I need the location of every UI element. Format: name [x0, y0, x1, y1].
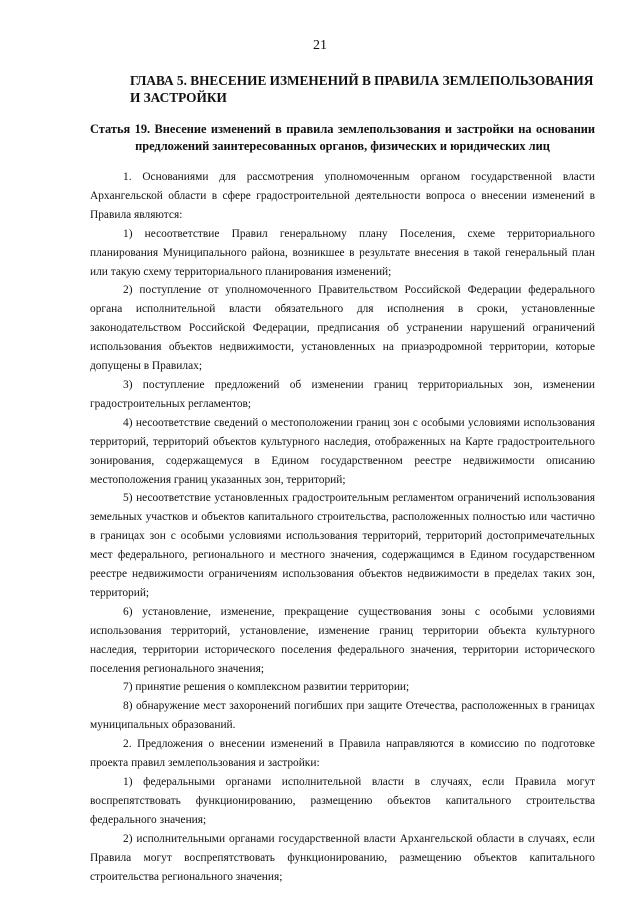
paragraph: 2) исполнительными органами государственной власти Архангельской области в случаях, если Правила могут воспрепятствовать функционированию, размещению объектов капитального строительства регионального значения; [90, 832, 595, 883]
paragraph: 3) поступление предложений об изменении границ территориальных зон, изменении градостроительных регламентов; [90, 378, 595, 410]
paragraph: 6) установление, изменение, прекращение существования зоны с особыми условиями использования территорий, установление, изменение границ территории объекта культурного наследия, территории исторического поселения федерального значения, территории исторического поселения регионального значения; [90, 605, 595, 675]
paragraph: 1) несоответствие Правил генеральному плану Поселения, схеме территориального планирования Муниципального района, возникшее в результате внесения в такой генеральный план или такую схему территориального планирования изменений; [90, 227, 595, 278]
paragraph: 1. Основаниями для рассмотрения уполномоченным органом государственной власти Архангельской области в сфере градостроительной деятельности вопроса о внесении изменений в Правила являются: [90, 171, 595, 221]
page-number: 21 [313, 38, 327, 53]
paragraph: 2. Предложения о внесении изменений в Правила направляются в комиссию по подготовке проекта правил землепользования и застройки: [90, 738, 595, 770]
article-title: Статья 19. Внесение изменений в правила землепользования и застройки на основании предложений заинтересованных органов, физических и юридических лиц [90, 122, 595, 153]
paragraph: 2) поступление от уполномоченного Правительством Российской Федерации федерального органа исполнительной власти обязательного для исполнения в сроки, установленные законодательством Российской Федерации, предписания об устранении нарушений ограничений использования объектов недвижимости, установленных на приаэродромной территории, которые допущены в Правилах; [90, 284, 595, 373]
chapter-title: ГЛАВА 5. ВНЕСЕНИЕ ИЗМЕНЕНИЙ В ПРАВИЛА ЗЕМЛЕПОЛЬЗОВАНИЯ И ЗАСТРОЙКИ [130, 73, 594, 105]
article-body [90, 168, 595, 886]
paragraph: 7) принятие решения о комплексном развитии территории; [123, 681, 410, 694]
paragraph: 5) несоответствие установленных градостроительным регламентом ограничений использования земельных участков и объектов капитального строительства, расположенных полностью или частично в границах зон с особыми условиями использования территорий, территорий достопримечательных мест федерального, регионального и местного значения, содержащимся в Едином государственном реестре недвижимости ограничениям использования объектов недвижимости в пределах таких зон, территорий; [90, 492, 595, 599]
paragraph: 4) несоответствие сведений о местоположении границ зон с особыми условиями использования территорий, территорий объектов культурного наследия, отображенных на Карте градостроительного зонирования, содержащемуся в Едином государственном реестре недвижимости описанию местоположения границ указанных зон, территорий; [90, 416, 595, 486]
paragraph: 8) обнаружение мест захоронений погибших при защите Отечества, расположенных в границах муниципальных образований. [90, 700, 595, 732]
paragraph: 1) федеральными органами исполнительной власти в случаях, если Правила могут воспрепятствовать функционированию, размещению объектов капитального строительства федерального значения; [90, 776, 595, 826]
